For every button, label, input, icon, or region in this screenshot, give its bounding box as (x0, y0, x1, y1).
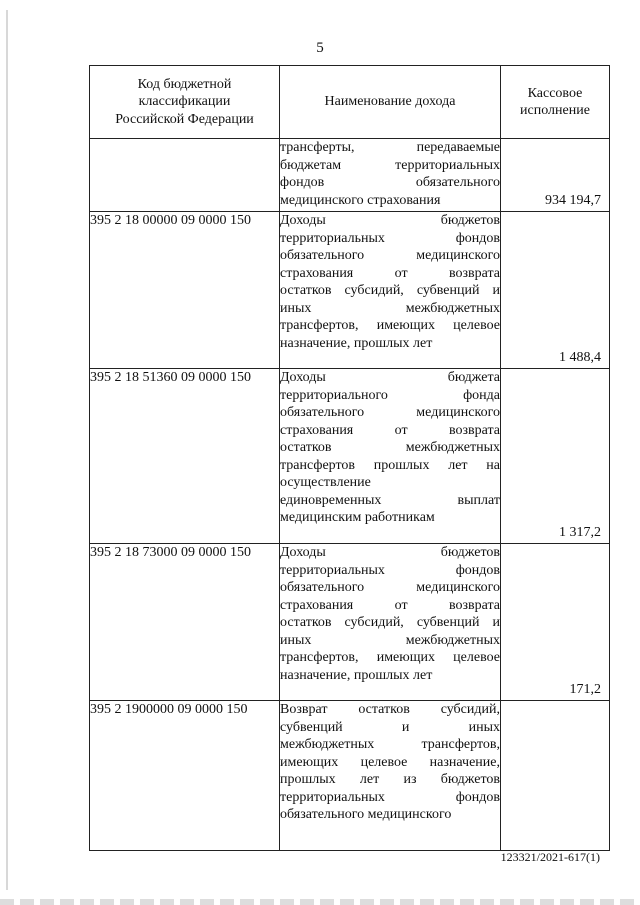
revenue-name-line: иных межбюджетных (280, 632, 500, 648)
table-row (90, 139, 610, 212)
revenue-name-line: остатков межбюджетных (280, 440, 500, 455)
revenue-name-line: прошлых лет из бюджетов (280, 772, 500, 787)
table-header-row (90, 66, 610, 139)
revenue-name-cell (280, 701, 501, 851)
revenue-name-line: территориальных фондов (280, 230, 500, 246)
revenue-name-line: фондов обязательного (280, 175, 500, 190)
amount-cell: 1 488,4 (501, 212, 610, 369)
budget-code-cell: 395 2 18 51360 09 0000 150 (90, 369, 280, 544)
header-amount-line: исполнение (520, 103, 590, 118)
revenue-name-line: назначение, прошлых лет (280, 667, 433, 683)
budget-code-cell: 395 2 18 00000 09 0000 150 (90, 212, 280, 369)
revenue-name-line: обязательного медицинского (280, 248, 500, 263)
table-row (90, 212, 610, 369)
revenue-name-line: субвенций и иных (280, 719, 500, 735)
revenue-name-line: Возврат остатков субсидий, (280, 702, 500, 717)
revenue-name-line: обязательного медицинского (280, 807, 452, 822)
amount-cell (501, 701, 610, 851)
header-amount (501, 66, 610, 139)
revenue-name-line: единовременных выплат (280, 492, 500, 508)
header-code-line: классификации (138, 94, 231, 110)
header-amount-line: Кассовое (527, 85, 583, 101)
revenue-table (89, 65, 610, 851)
revenue-name-line: Доходы бюджетов (280, 213, 500, 228)
revenue-name-line: бюджетам территориальных (280, 157, 500, 173)
budget-code-cell: 395 2 18 73000 09 0000 150 (90, 544, 280, 701)
scan-edge (6, 10, 8, 890)
header-code (90, 66, 280, 139)
document-id: 123321/2021-617(1) (500, 850, 600, 864)
table-row (90, 369, 610, 544)
revenue-name-line: осуществление (280, 475, 371, 490)
revenue-name-cell (280, 139, 501, 212)
revenue-name-line: обязательного медицинского (280, 405, 500, 420)
revenue-name-line: назначение, прошлых лет (280, 335, 433, 351)
revenue-name-line: Доходы бюджетов (280, 545, 500, 560)
revenue-name-line: территориальных фондов (280, 789, 500, 805)
revenue-name-cell (280, 369, 501, 544)
budget-code-cell (90, 139, 280, 212)
amount-cell: 171,2 (501, 544, 610, 701)
revenue-name-line: трансфертов, имеющих целевое (280, 650, 500, 665)
revenue-name-line: имеющих целевое назначение, (280, 754, 500, 770)
amount-cell: 1 317,2 (501, 369, 610, 544)
revenue-name-line: медицинским работникам (280, 510, 435, 525)
revenue-name-line: страхования от возврата (280, 597, 500, 613)
header-code-line: Код бюджетной (137, 76, 232, 92)
revenue-name-line: территориальных фондов (280, 562, 500, 578)
revenue-name-line: обязательного медицинского (280, 580, 500, 595)
revenue-name-line: остатков субсидий, субвенций и (280, 283, 500, 298)
revenue-name-line: иных межбюджетных (280, 300, 500, 316)
revenue-name-line: остатков субсидий, субвенций и (280, 615, 500, 630)
revenue-name-cell (280, 544, 501, 701)
table-row (90, 701, 610, 851)
revenue-name-line: трансфертов, имеющих целевое (280, 318, 500, 333)
revenue-name-line: страхования от возврата (280, 265, 500, 281)
revenue-name-line: Доходы бюджета (280, 370, 500, 385)
revenue-name-line: страхования от возврата (280, 422, 500, 438)
header-code-line: Российской Федерации (115, 111, 254, 127)
table-row (90, 544, 610, 701)
header-name (280, 66, 501, 139)
page-number: 5 (316, 40, 324, 56)
revenue-name-cell (280, 212, 501, 369)
revenue-name-line: трансфертов прошлых лет на (280, 457, 500, 473)
header-name-line: Наименование дохода (324, 94, 456, 110)
revenue-name-line: территориального фонда (280, 387, 500, 403)
scan-bottom-marks (0, 899, 640, 905)
budget-code-cell: 395 2 1900000 09 0000 150 (90, 701, 280, 851)
revenue-name-line: межбюджетных трансфертов, (280, 737, 500, 752)
revenue-name-line: медицинского страхования (280, 192, 441, 208)
revenue-name-line: трансферты, передаваемые (280, 140, 500, 155)
amount-cell: 934 194,7 (501, 139, 610, 212)
